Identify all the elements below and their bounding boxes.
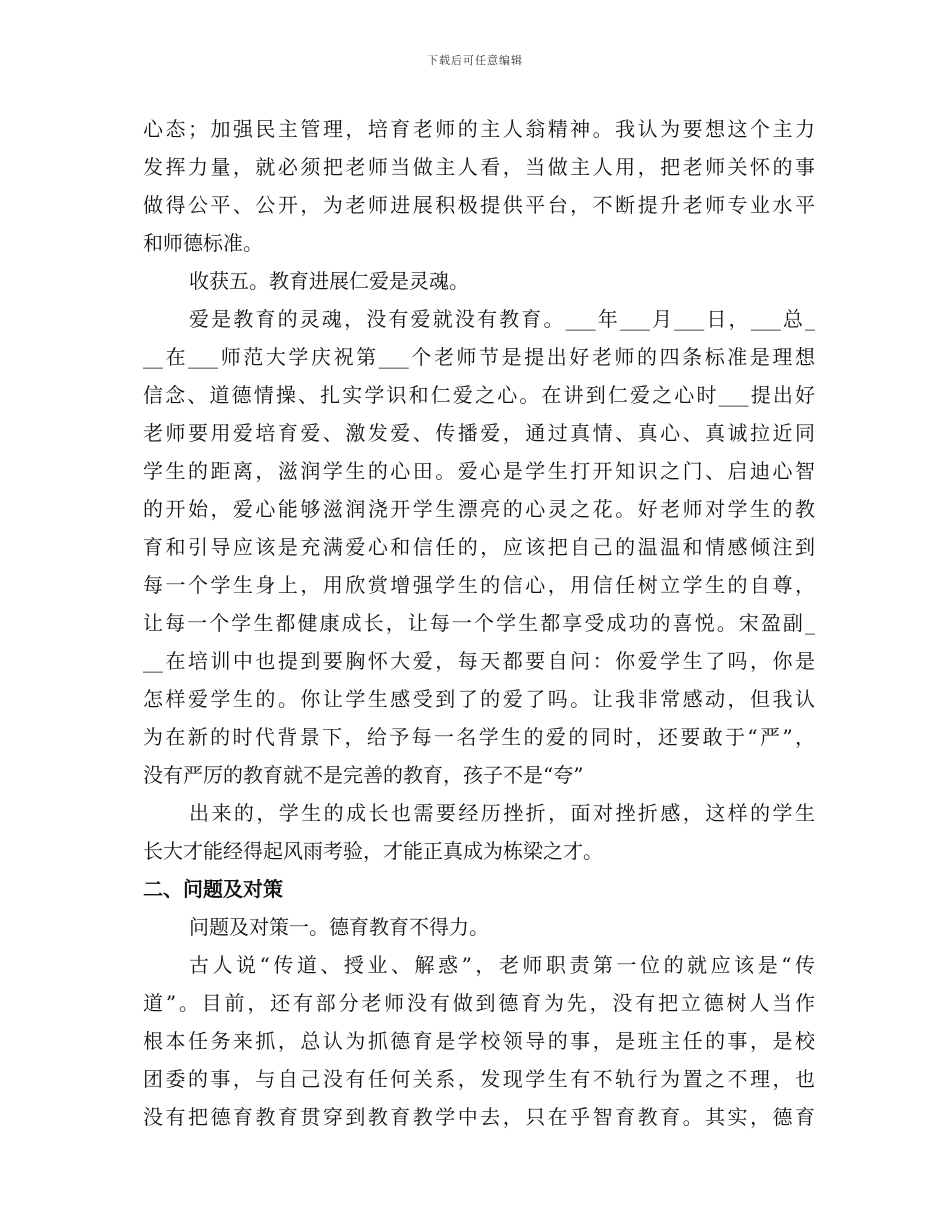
text-line: 出来的，学生的成长也需要经历挫折，面对挫折感，这样的学生 <box>189 801 815 825</box>
section-subheading: 收获五。教育进展仁爱是灵魂。 <box>189 269 469 293</box>
text-line: 为在新的时代背景下，给予每一名学生的爱的同时，还要敢于“严”， <box>143 725 815 749</box>
text-line: 每一个学生身上，用欣赏增强学生的信心，用信任树立学生的自尊， <box>143 573 815 597</box>
text-line: __在___师范大学庆祝第___个老师节是提出好老师的四条标准是理想 <box>143 345 815 369</box>
text-line: 信念、道德情操、扎实学识和仁爱之心。在讲到仁爱之心时___提出好 <box>143 383 815 407</box>
text-line: 团委的事，与自己没有任何关系，发现学生有不轨行为置之不理，也 <box>143 1067 815 1091</box>
text-line: 育和引导应该是充满爱心和信任的，应该把自己的温温和情感倾注到 <box>143 535 815 559</box>
text-line: 根本任务来抓，总认为抓德育是学校领导的事，是班主任的事，是校 <box>143 1029 815 1053</box>
text-line: 怎样爱学生的。你让学生感受到了的爱了吗。让我非常感动，但我认 <box>143 687 815 711</box>
section-heading: 二、问题及对策 <box>143 877 283 901</box>
text-line: 长大才能经得起风雨考验，才能正真成为栋梁之才。 <box>143 839 603 863</box>
text-line: 道”。目前，还有部分老师没有做到德育为先，没有把立德树人当作 <box>143 991 815 1015</box>
text-line: 发挥力量，就必须把老师当做主人看，当做主人用，把老师关怀的事 <box>143 155 815 179</box>
text-line: __在培训中也提到要胸怀大爱，每天都要自问：你爱学生了吗，你是 <box>143 649 815 673</box>
text-line: 和师德标准。 <box>143 231 263 255</box>
section-subheading: 问题及对策一。德育教育不得力。 <box>189 915 489 939</box>
page-header: 下载后可任意编辑 <box>427 54 523 67</box>
text-line: 没有把德育教育贯穿到教育教学中去，只在乎智育教育。其实，德育 <box>143 1105 815 1129</box>
text-line: 没有严厉的教育就不是完善的教育，孩子不是“夸” <box>143 763 584 787</box>
text-line: 老师要用爱培育爱、激发爱、传播爱，通过真情、真心、真诚拉近同 <box>143 421 815 445</box>
text-line: 让每一个学生都健康成长，让每一个学生都享受成功的喜悦。宋盈副_ <box>143 611 815 635</box>
text-line: 古人说“传道、授业、解惑”，老师职责第一位的就应该是“传 <box>189 953 815 977</box>
text-line: 学生的距离，滋润学生的心田。爱心是学生打开知识之门、启迪心智 <box>143 459 815 483</box>
text-line: 做得公平、公开，为老师进展积极提供平台，不断提升老师专业水平 <box>143 193 815 217</box>
text-line: 爱是教育的灵魂，没有爱就没有教育。___年___月___日，___总_ <box>189 307 815 331</box>
document-body <box>143 110 815 1136</box>
text-line: 心态；加强民主管理，培育老师的主人翁精神。我认为要想这个主力 <box>143 117 815 141</box>
text-line: 的开始，爱心能够滋润浇开学生漂亮的心灵之花。好老师对学生的教 <box>143 497 815 521</box>
